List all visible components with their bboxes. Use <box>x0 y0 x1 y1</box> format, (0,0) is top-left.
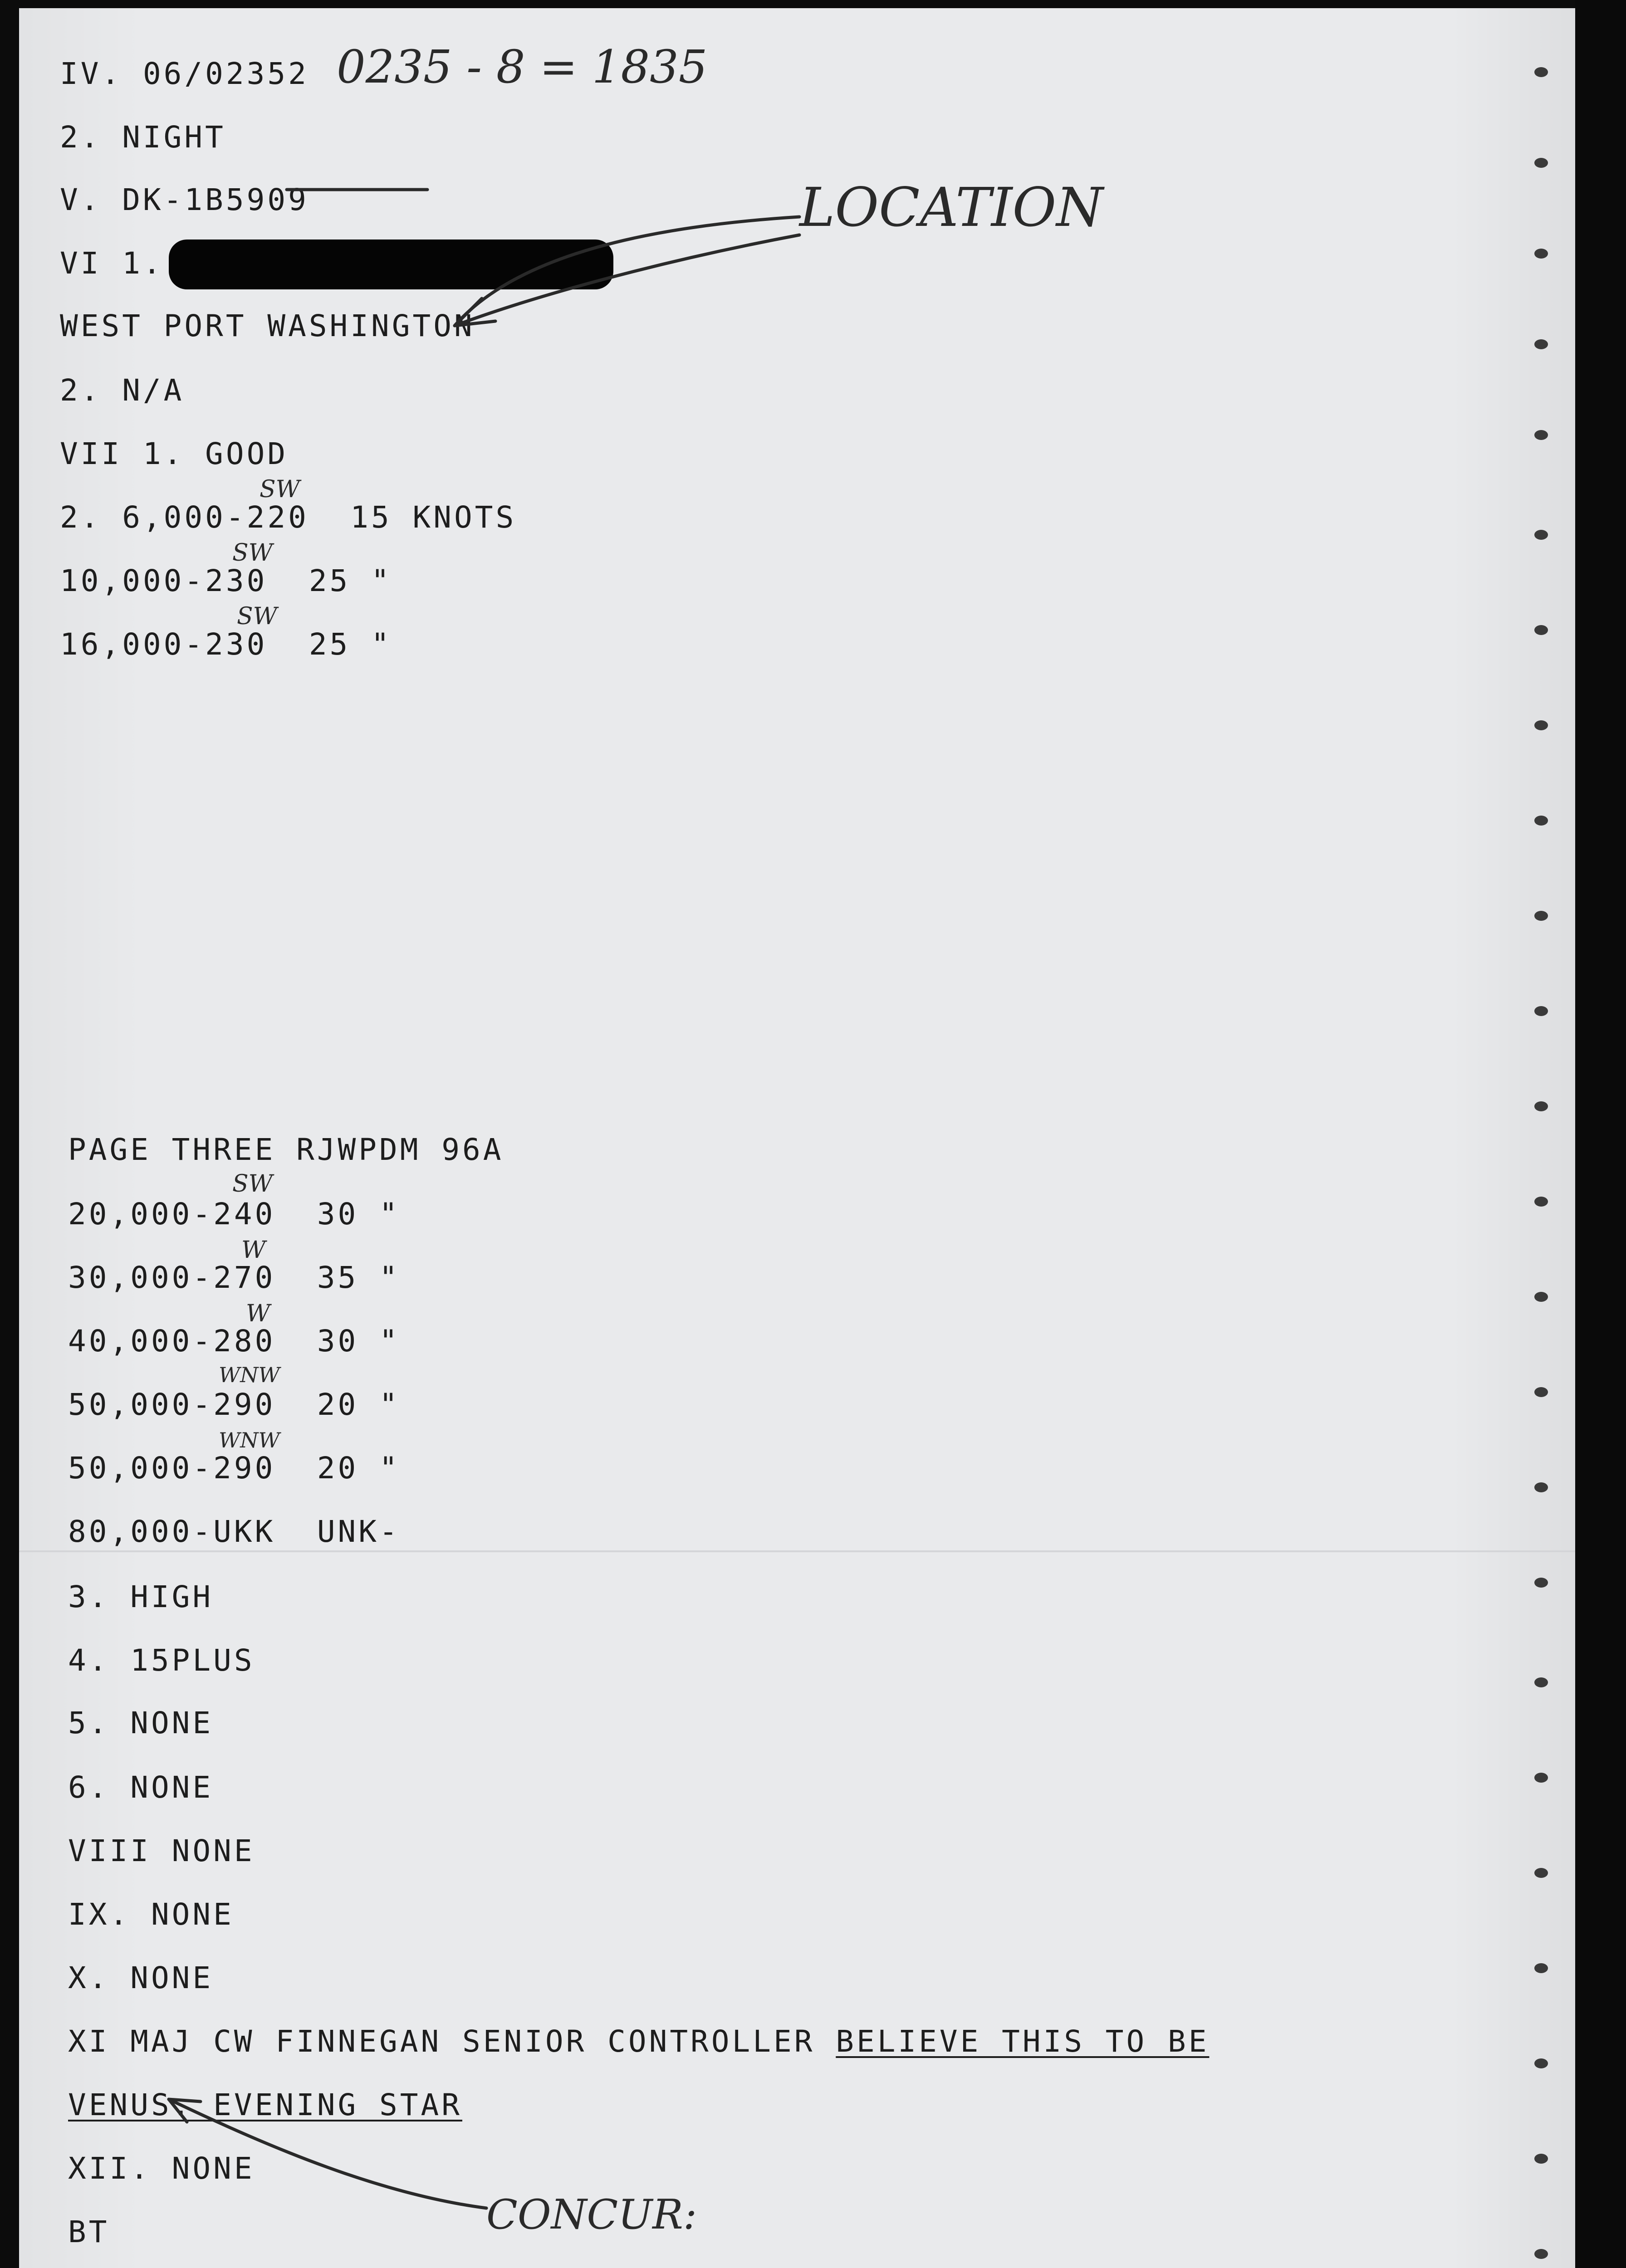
handwritten-w-40000: W <box>246 1300 270 1327</box>
line-vii-1: VII 1. GOOD <box>60 436 289 471</box>
line-4-15plus: 4. 15PLUS <box>68 1643 255 1678</box>
line-6-none: 6. NONE <box>68 1770 214 1805</box>
line-wind-20000: 20,000-240 30 " <box>68 1197 400 1232</box>
feed-hole <box>1534 816 1548 826</box>
feed-hole <box>1534 720 1548 730</box>
feed-hole <box>1534 67 1548 77</box>
controller-text: XI MAJ CW FINNEGAN SENIOR CONTROLLER <box>68 2024 836 2059</box>
feed-hole <box>1534 2249 1548 2259</box>
feed-hole <box>1534 1101 1548 1111</box>
pen-strokes <box>19 8 1575 2268</box>
belief-text: BELIEVE THIS TO BE <box>836 2024 1210 2059</box>
handwritten-sw-20000: SW <box>232 1170 273 1198</box>
line-wind-30000: 30,000-270 35 " <box>68 1260 400 1295</box>
feed-hole <box>1534 2154 1548 2164</box>
line-iv-date-time: IV. 06/02352 <box>60 56 309 91</box>
handwritten-sw-10000: SW <box>232 539 273 567</box>
feed-hole <box>1534 339 1548 349</box>
feed-hole <box>1534 1868 1548 1878</box>
line-wind-50000-b: 50,000-290 20 " <box>68 1451 400 1486</box>
handwritten-wnw-50000-b: WNW <box>219 1428 280 1452</box>
line-night: 2. NIGHT <box>60 120 226 155</box>
line-location: WEST PORT WASHINGTON <box>60 308 475 343</box>
handwritten-w-30000: W <box>241 1237 266 1264</box>
feed-hole <box>1534 625 1548 635</box>
handwritten-time-calc: 0235 - 8 = 1835 <box>337 40 708 93</box>
line-wind-40000: 40,000-280 30 " <box>68 1324 400 1359</box>
line-wind-80000: 80,000-UKK UNK- <box>68 1514 400 1549</box>
line-wind-16000: 16,000-230 25 " <box>60 627 392 662</box>
feed-hole <box>1534 1292 1548 1302</box>
feed-hole <box>1534 2058 1548 2068</box>
line-wind-6000: 2. 6,000-220 15 KNOTS <box>60 500 517 535</box>
feed-hole <box>1534 158 1548 168</box>
line-bt: BT <box>68 2214 110 2249</box>
feed-hole <box>1534 1197 1548 1207</box>
line-wind-50000-a: 50,000-290 20 " <box>68 1387 400 1422</box>
feed-hole <box>1534 249 1548 259</box>
line-3-high: 3. HIGH <box>68 1579 214 1614</box>
handwritten-sw-6000: SW <box>260 476 300 503</box>
document-page <box>19 8 1575 2268</box>
feed-hole <box>1534 530 1548 540</box>
line-viii-none: VIII NONE <box>68 1833 255 1868</box>
line-vi-1: VI 1. <box>60 246 164 281</box>
feed-hole <box>1534 1006 1548 1016</box>
line-ix-none: IX. NONE <box>68 1897 234 1932</box>
line-5-none: 5. NONE <box>68 1706 214 1740</box>
line-x-none: X. NONE <box>68 1960 214 1995</box>
feed-hole <box>1534 911 1548 921</box>
location-arrow-stroke <box>455 217 799 326</box>
line-v-reference: V. DK-1B5909 <box>60 182 309 217</box>
concur-arrow-line <box>169 2099 486 2208</box>
handwritten-concur: CONCUR: <box>486 2191 697 2239</box>
feed-hole <box>1534 1677 1548 1687</box>
feed-hole <box>1534 1773 1548 1783</box>
handwritten-wnw-50000-a: WNW <box>219 1363 280 1387</box>
feed-hole <box>1534 1578 1548 1588</box>
line-wind-10000: 10,000-230 25 " <box>60 563 392 598</box>
line-venus: VENUS. EVENING STAR <box>68 2087 462 2122</box>
line-vi-2: 2. N/A <box>60 373 185 408</box>
feed-hole <box>1534 430 1548 440</box>
handwritten-sw-16000: SW <box>237 603 278 630</box>
feed-hole <box>1534 1963 1548 1973</box>
feed-hole <box>1534 1387 1548 1397</box>
scan-border <box>1575 0 1626 2268</box>
line-xii-none: XII. NONE <box>68 2151 255 2186</box>
handwritten-location: LOCATION <box>799 176 1103 239</box>
page-header: PAGE THREE RJWPDM 96A <box>68 1132 504 1167</box>
feed-hole <box>1534 1482 1548 1492</box>
